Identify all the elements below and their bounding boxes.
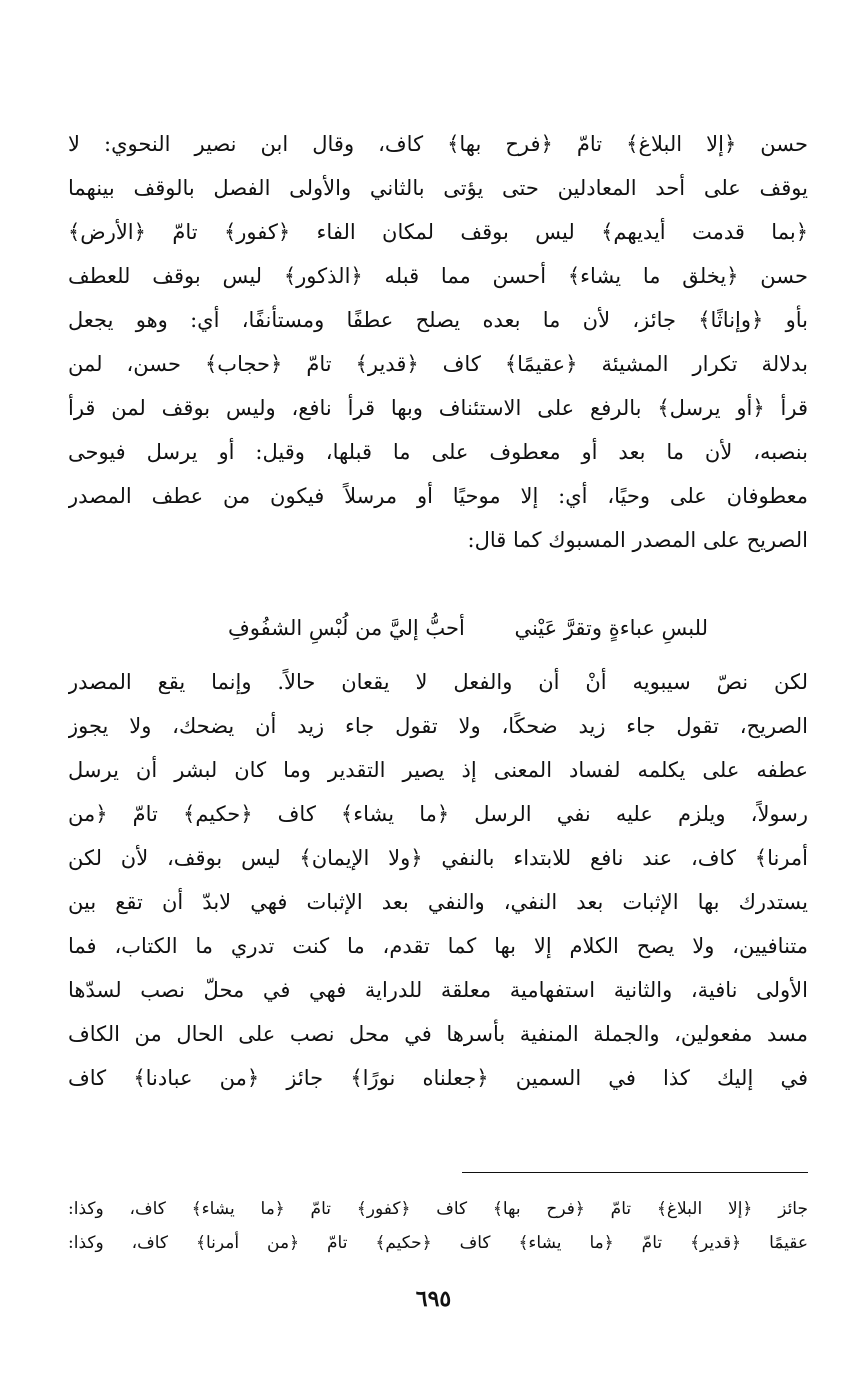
footnote-separator [462, 1172, 808, 1173]
footnote-line: عقيمًا ﴿قدير﴾ تامّ ﴿ما يشاء﴾ كاف ﴿حكيم﴾ تامّ ﴿من أمرنا﴾ كاف، وكذا: [68, 1233, 808, 1253]
text-line: الصريح على المصدر المسبوك كما قال: [467, 528, 808, 552]
text-line: يوقف على أحد المعادلين حتى يؤتى بالثاني والأولى الفصل بالوقف بينهما [68, 176, 808, 200]
text-line: متنافيين، ولا يصح الكلام إلا بها كما تقدم، ما كنت تدري ما الكتاب، فما [68, 934, 808, 958]
text-line: مسد مفعولين، والجملة المنفية بأسرها في محل نصب على الحال من الكاف [68, 1022, 808, 1046]
verse-second-hemistich: أحبُّ إليَّ من لُبْسِ الشفُوفِ [228, 616, 465, 640]
text-line: حسن ﴿إلا البلاغ﴾ تامّ ﴿فرح بها﴾ كاف، وقال ابن نصير النحوي: لا [68, 132, 808, 156]
main-text-block-2 [68, 660, 808, 1100]
footnote-line: جائز ﴿إلا البلاغ﴾ تامّ ﴿فرح بها﴾ كاف ﴿كفور﴾ تامّ ﴿ما يشاء﴾ كاف، وكذا: [68, 1199, 808, 1219]
main-text-block-1 [68, 122, 808, 562]
text-line: حسن ﴿يخلق ما يشاء﴾ أحسن مما قبله ﴿الذكور﴾ ليس بوقف للعطف [68, 264, 808, 288]
footnotes [68, 1192, 808, 1260]
verse-first-hemistich: للبسِ عباءةٍ وتقرَّ عَيْني [514, 616, 708, 640]
text-line: عطفه على يكلمه لفساد المعنى إذ يصير التقدير وما كان لبشر أن يرسل [68, 758, 808, 782]
text-line: الصريح، تقول جاء زيد ضحكًا، ولا تقول جاء زيد أن يضحك، ولا يجوز [68, 714, 808, 738]
text-line: رسولاً، ويلزم عليه نفي الرسل ﴿ما يشاء﴾ كاف ﴿حكيم﴾ تامّ ﴿من [68, 802, 808, 826]
text-line: لكن نصّ سيبويه أنْ أن والفعل لا يقعان حالاً. وإنما يقع المصدر [68, 670, 808, 694]
text-line: قرأ ﴿أو يرسل﴾ بالرفع على الاستئناف وبها قرأ نافع، وليس بوقف لمن قرأ [68, 396, 808, 420]
text-line: في إليك كذا في السمين ﴿جعلناه نورًا﴾ جائز ﴿من عبادنا﴾ كاف [68, 1066, 808, 1090]
text-line: بدلالة تكرار المشيئة ﴿عقيمًا﴾ كاف ﴿قدير﴾ تامّ ﴿حجاب﴾ حسن، لمن [68, 352, 808, 376]
text-line: معطوفان على وحيًا، أي: إلا موحيًا أو مرسلاً فيكون من عطف المصدر [68, 484, 808, 508]
poetry-verse [68, 606, 808, 658]
text-line: أمرنا﴾ كاف، عند نافع للابتداء بالنفي ﴿ولا الإيمان﴾ ليس بوقف، لأن لكن [68, 846, 808, 870]
text-line: بنصبه، لأن ما بعد أو معطوف على ما قبلها، وقيل: أو يرسل فيوحى [68, 440, 808, 464]
page-number: ٦٩٥ [415, 1286, 452, 1312]
text-line: يستدرك بها الإثبات بعد النفي، والنفي بعد الإثبات فهي لابدّ أن تقع بين [68, 890, 808, 914]
text-line: الأولى نافية، والثانية استفهامية معلقة للدراية فهي في محلّ نصب لسدّها [68, 978, 808, 1002]
text-line: ﴿بما قدمت أيديهم﴾ ليس بوقف لمكان الفاء ﴿كفور﴾ تامّ ﴿الأرض﴾ [68, 220, 808, 244]
text-line: بأو ﴿وإناثًا﴾ جائز، لأن ما بعده يصلح عطفًا ومستأنفًا، أي: وهو يجعل [68, 308, 808, 332]
